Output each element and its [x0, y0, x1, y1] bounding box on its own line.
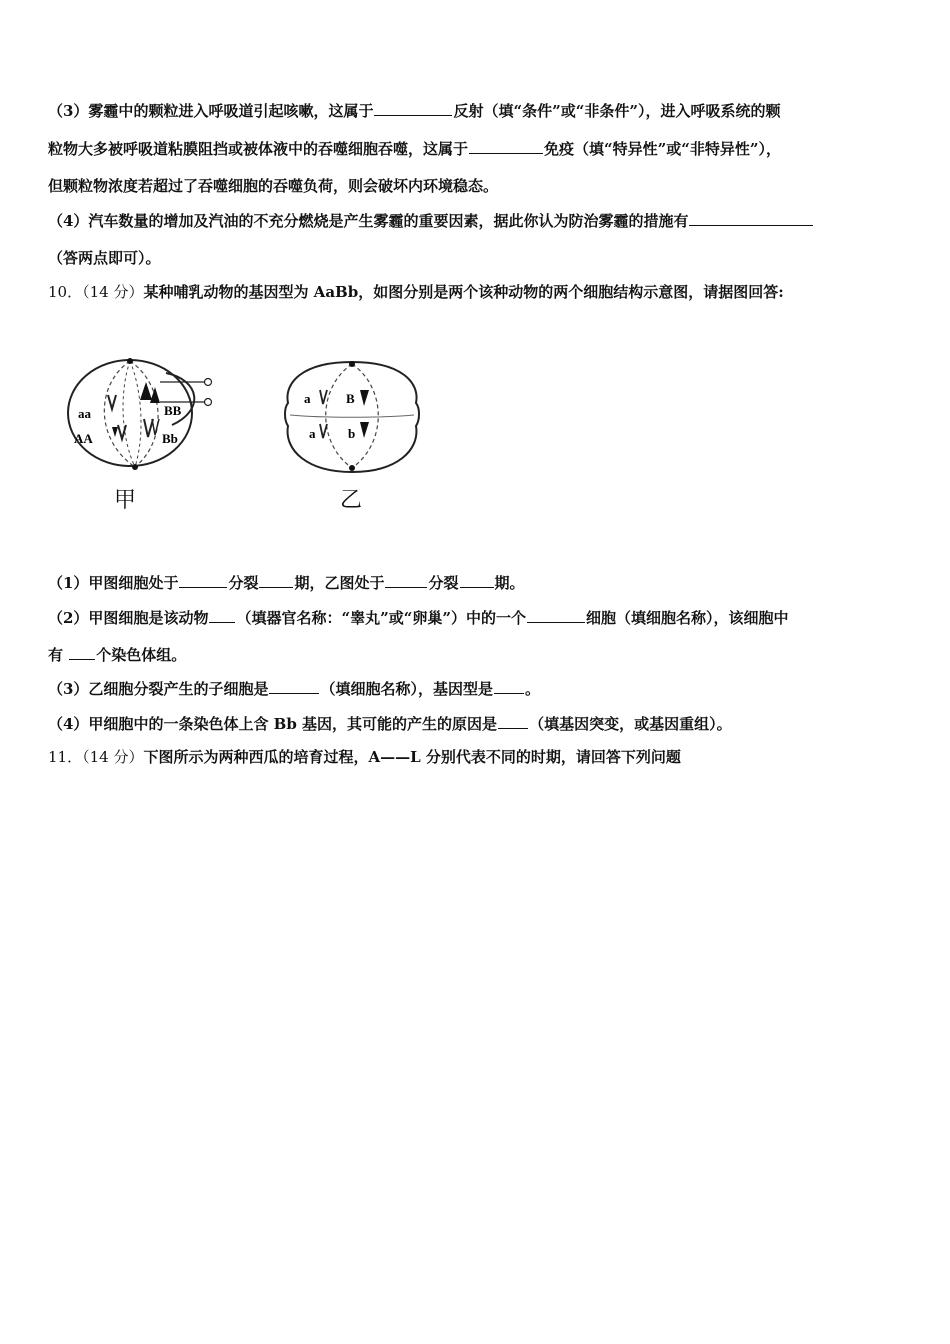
cell-jia-figure	[60, 355, 230, 489]
q10-sub1: （1）甲图细胞处于 分裂 期，乙图处于 分裂 期。	[48, 574, 525, 592]
q9-part4-line1: （4）汽车数量的增加及汽油的不充分燃烧是产生雾霾的重要因素，据此你认为防治雾霾的措施有	[48, 210, 902, 232]
gene-label: b	[348, 426, 356, 441]
q10-sub3: （3）乙细胞分裂产生的子细胞是 （填细胞名称），基因型是 。	[48, 680, 540, 698]
answer-blank[interactable]	[494, 678, 524, 694]
gene-label: B	[346, 391, 355, 406]
gene-label: BB	[164, 403, 182, 418]
answer-blank[interactable]	[498, 713, 528, 729]
answer-blank[interactable]	[269, 678, 319, 694]
answer-blank[interactable]	[179, 572, 227, 588]
answer-blank[interactable]	[69, 644, 95, 660]
answer-blank[interactable]	[259, 572, 293, 588]
gene-label: Bb	[162, 431, 178, 446]
q9-part3-line2: 粒物大多被呼吸道粘膜阻挡或被体液中的吞噬细胞吞噬，这属于 免疫（填“特异性”或“非特异性”），	[48, 140, 782, 158]
q10-sub4: （4）甲细胞中的一条染色体上含 Bb 基因，其可能的产生的原因是 （填基因突变，或基因重组）。	[48, 715, 732, 733]
answer-blank[interactable]	[460, 572, 494, 588]
centrosome-icon	[349, 361, 355, 367]
cell-yi-figure	[282, 358, 422, 482]
gene-label: AA	[74, 431, 93, 446]
q10-sub2-line1: （2）甲图细胞是该动物 （填器官名称：“睾丸”或“卵巢”）中的一个 细胞（填细胞名称），该细胞中	[48, 609, 789, 627]
centrosome-icon	[132, 464, 138, 470]
answer-blank[interactable]	[209, 607, 235, 623]
answer-blank[interactable]	[469, 138, 543, 154]
answer-blank[interactable]	[527, 607, 585, 623]
q9-part3-line3: 但颗粒物浓度若超过了吞噬细胞的吞噬负荷，则会破坏内环境稳态。	[48, 177, 499, 195]
q10-stem: 10．（14 分）某种哺乳动物的基因型为 AaBb，如图分别是两个该种动物的两个细胞结构示意图，请据图回答:	[48, 283, 784, 301]
centrosome-icon	[349, 465, 355, 471]
figure-caption-yi: 乙	[340, 488, 363, 513]
gene-label: aa	[78, 406, 91, 421]
centrosome-icon	[127, 358, 133, 364]
q10-sub2-line2: 有 个染色体组。	[48, 646, 187, 664]
q9-part3-line1: （3）雾霾中的颗粒进入呼吸道引起咳嗽，这属于 反射（填“条件”或“非条件”），进入呼吸系统的颗	[48, 102, 781, 120]
figure-caption-jia: 甲	[114, 488, 137, 513]
answer-blank[interactable]	[374, 100, 452, 116]
gene-label: a	[309, 426, 316, 441]
q9-part4-line2: （答两点即可）。	[48, 249, 161, 267]
chromosome-icon	[360, 390, 369, 406]
answer-blank[interactable]	[385, 572, 427, 588]
answer-blank[interactable]	[689, 210, 813, 226]
q11-stem: 11．（14 分）下图所示为两种西瓜的培育过程，A——L 分别代表不同的时期，请回答下列问题	[48, 748, 681, 766]
gene-label: a	[304, 391, 311, 406]
